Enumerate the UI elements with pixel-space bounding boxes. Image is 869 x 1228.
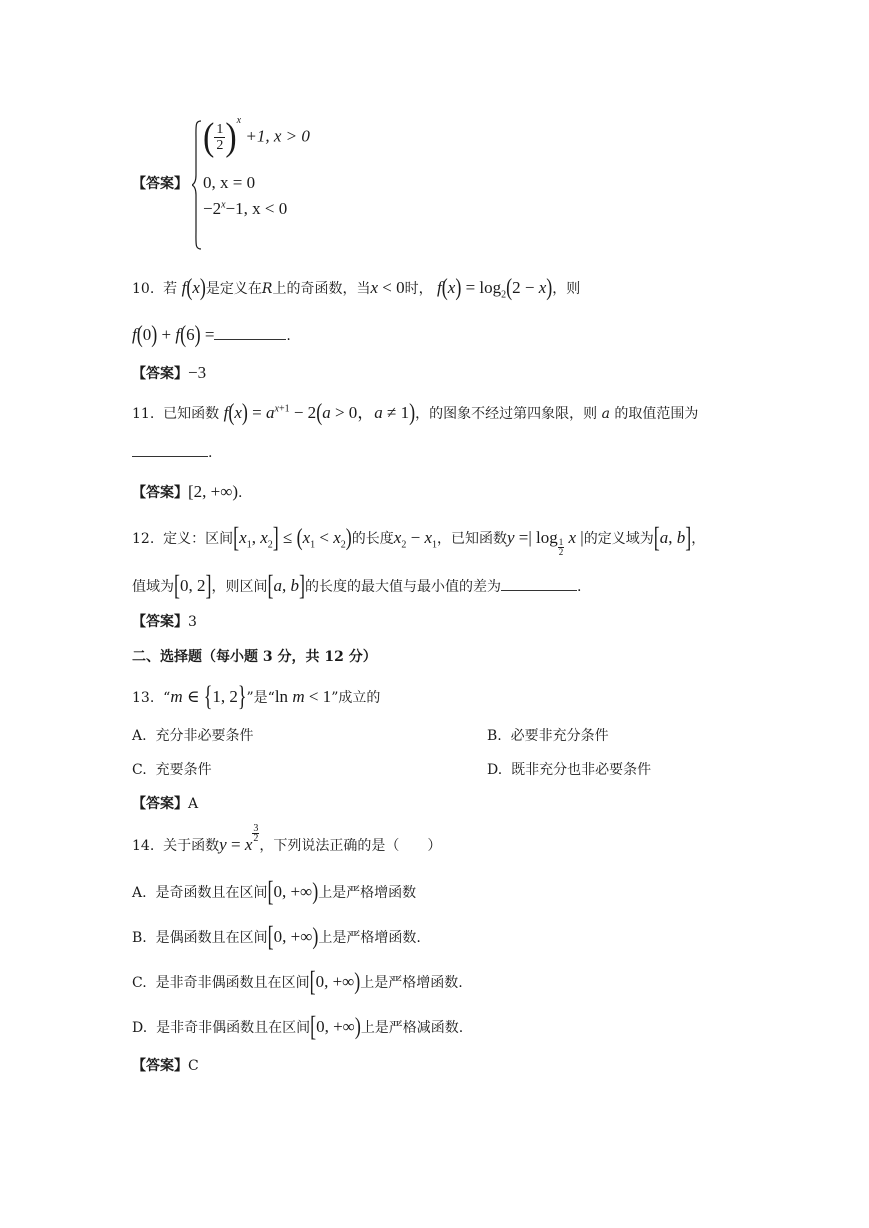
q11-number: 11. (132, 406, 155, 422)
q13-option-b[interactable]: B. 必要非充分条件 (487, 728, 609, 744)
q12-answer: 【答案】3 (132, 614, 197, 630)
piecewise-brace (192, 120, 202, 250)
q13-answer-value: A (188, 796, 199, 812)
piece-3: $-2^x-1$, x < 0 (203, 199, 288, 218)
q11-answer-value: [2, +∞) (188, 482, 239, 501)
q11-line1: 11. 已知函数 $f(x) = a^{x+1} - 2(a > 0$，a ≠ 1)，的图象不经过第四象限，则 a 的取值范围为 (132, 398, 699, 426)
q12-line1: 12. 定义：区间[$x_1$, $x_2] \le (x_1 < x_2)$的长度$x_2 - x_1$，已知函数y =| log $_{\frac{1}{2}}$ x |的定义域为[a, b]， (132, 521, 706, 557)
q13-option-d[interactable]: D. 既非充分也非必要条件 (487, 762, 652, 778)
piece-2: 0, x = 0 (203, 173, 256, 192)
q10-line2: f(0) + f(6) = . (132, 320, 291, 348)
q14-answer-value: C (188, 1058, 199, 1074)
q12-answer-value: 3 (188, 614, 197, 630)
q10-number: 10. (132, 281, 155, 297)
q14-stem: 14. 关于函数y = x $\frac{3}{2}$ ，下列说法正确的是（ ） (132, 823, 442, 854)
q9-answer (132, 173, 188, 195)
q10-answer: 【答案】−3 (132, 363, 207, 382)
q14-option-c[interactable]: C. 是非奇非偶函数且在区间[0, +∞)上是严格增函数. (132, 965, 463, 997)
q13-option-c[interactable]: C. 充要条件 (132, 762, 212, 778)
section-heading: 二、选择题（每小题 3 分，共 12 分） (132, 649, 377, 665)
q12-number: 12. (132, 531, 155, 547)
piece-1: ( $\frac{1}{2}$ )$^x$ +1, x > 0 (203, 114, 310, 159)
q13-answer: 【答案】A (132, 796, 199, 812)
q14-number: 14. (132, 838, 155, 854)
q11-line2: . (132, 442, 212, 464)
answer-label: 【答案】 (132, 176, 188, 192)
q14-option-a[interactable]: A. 是奇函数且在区间[0, +∞)上是严格增函数 (132, 875, 417, 907)
q10-line1: 10. 若 f(x)是定义在R上的奇函数，当x < 0时， $f(x) = \log_2(2 - x)$，则 (132, 273, 581, 301)
q14-option-d[interactable]: D. 是非奇非偶函数且在区间[0, +∞)上是严格减函数. (132, 1010, 464, 1042)
q13-stem: 13. “m ∈ {1, 2}”是“ln m < 1”成立的 (132, 680, 381, 712)
q14-option-b[interactable]: B. 是偶函数且在区间[0, +∞)上是严格增函数. (132, 920, 421, 952)
q12-line2: 值域为[0, 2]，则区间[a, b]的长度的最大值与最小值的差为 . (132, 569, 582, 601)
q14-answer: 【答案】C (132, 1058, 199, 1074)
q13-option-a[interactable]: A. 充分非必要条件 (132, 728, 254, 744)
q10-answer-value: −3 (188, 363, 207, 382)
piece-1-tail: +1, x > 0 (245, 126, 310, 146)
q11-answer: 【答案】[2, +∞). (132, 482, 243, 501)
q13-number: 13. (132, 690, 155, 706)
